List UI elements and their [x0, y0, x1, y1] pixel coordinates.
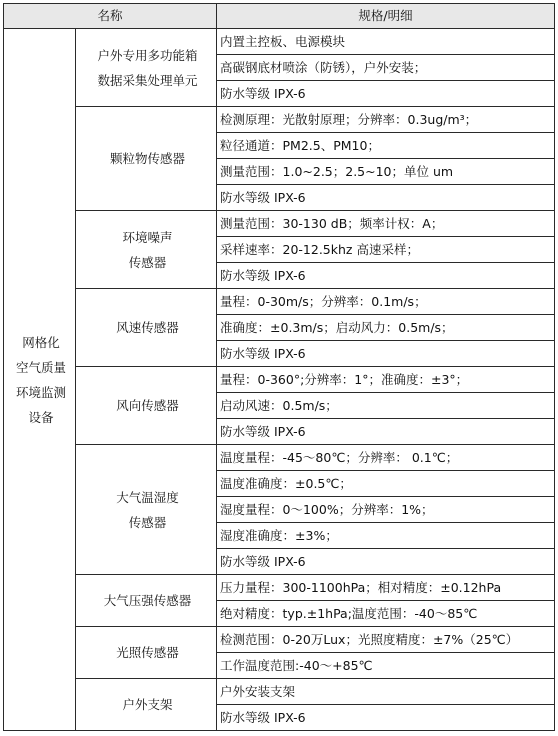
category-label-line: 设备: [28, 409, 54, 425]
header-name: 名称: [4, 4, 217, 29]
item-name-line: 传感器: [128, 254, 167, 270]
item-name-cell: [76, 575, 217, 627]
item-name-line: 光照传感器: [116, 645, 179, 660]
item-name-line: 环境噪声: [122, 229, 173, 245]
item-name-cell: [76, 627, 217, 679]
spec-table: [3, 3, 555, 731]
table-row: [4, 445, 555, 471]
category-label-line: 空气质量: [15, 359, 66, 375]
table-row: [4, 367, 555, 393]
table-row: [4, 627, 555, 653]
table-row: [4, 289, 555, 315]
spec-cell: 绝对精度：typ.±1hPa;温度范围：-40～85℃: [217, 601, 555, 627]
spec-body: [4, 29, 555, 731]
item-name-line: 风速传感器: [116, 320, 179, 335]
spec-cell: 温度准确度：±0.5℃；: [217, 471, 555, 497]
spec-cell: 采样速率：20-12.5khz 高速采样；: [217, 237, 555, 263]
spec-cell: 压力量程：300-1100hPa；相对精度：±0.12hPa: [217, 575, 555, 601]
item-name-line: 大气温湿度: [116, 489, 179, 505]
item-name-cell: [76, 445, 217, 575]
item-name-cell: [76, 289, 217, 367]
header-row: [4, 4, 555, 29]
item-name-line: 颗粒物传感器: [110, 151, 186, 166]
spec-cell: 检测原理：光散射原理；分辨率：0.3ug/m³；: [217, 107, 555, 133]
item-name-line: 户外专用多功能箱: [97, 47, 198, 63]
spec-cell: 防水等级 IPX-6: [217, 341, 555, 367]
spec-cell: 防水等级 IPX-6: [217, 263, 555, 289]
item-name-cell: [76, 211, 217, 289]
spec-cell: 测量范围：30-130 dB；频率计权：A；: [217, 211, 555, 237]
item-name-line: 大气压强传感器: [103, 593, 192, 608]
spec-cell: 启动风速：0.5m/s；: [217, 393, 555, 419]
spec-cell: 检测范围：0-20万Lux；光照度精度：±7%（25℃）: [217, 627, 555, 653]
spec-cell: 准确度：±0.3m/s；启动风力：0.5m/s；: [217, 315, 555, 341]
table-row: [4, 107, 555, 133]
spec-cell: 测量范围：1.0~2.5；2.5~10；单位 um: [217, 159, 555, 185]
spec-cell: 防水等级 IPX-6: [217, 549, 555, 575]
spec-cell: 量程：0-30m/s；分辨率：0.1m/s；: [217, 289, 555, 315]
spec-cell: 工作温度范围:-40～+85℃: [217, 653, 555, 679]
spec-cell: 防水等级 IPX-6: [217, 185, 555, 211]
category-label-line: 环境监测: [15, 384, 66, 400]
spec-cell: 粒径通道：PM2.5、PM10；: [217, 133, 555, 159]
item-name-line: 数据采集处理单元: [97, 72, 198, 88]
spec-cell: 湿度量程：0～100%；分辨率：1%；: [217, 497, 555, 523]
spec-cell: 量程：0-360°;分辨率：1°；准确度：±3°；: [217, 367, 555, 393]
item-name-cell: [76, 107, 217, 211]
table-row: [4, 575, 555, 601]
item-name-cell: [76, 367, 217, 445]
item-name-cell: [76, 29, 217, 107]
item-name-line: 传感器: [128, 514, 167, 530]
category-cell: [4, 29, 76, 731]
item-name-line: 户外支架: [122, 697, 173, 712]
item-name-cell: [76, 679, 217, 731]
spec-cell: 高碳钢底材喷涂（防锈），户外安装；: [217, 55, 555, 81]
table-row: [4, 211, 555, 237]
spec-cell: 温度量程：-45～80℃；分辨率： 0.1℃；: [217, 445, 555, 471]
spec-cell: 内置主控板、电源模块: [217, 29, 555, 55]
category-label-line: 网格化: [22, 334, 60, 350]
spec-cell: 防水等级 IPX-6: [217, 705, 555, 731]
spec-cell: 防水等级 IPX-6: [217, 81, 555, 107]
table-row: [4, 679, 555, 705]
header-spec: 规格/明细: [217, 4, 555, 29]
spec-cell: 湿度准确度：±3%；: [217, 523, 555, 549]
spec-cell: 防水等级 IPX-6: [217, 419, 555, 445]
item-name-line: 风向传感器: [116, 398, 179, 413]
table-row: [4, 29, 555, 55]
spec-cell: 户外安装支架: [217, 679, 555, 705]
